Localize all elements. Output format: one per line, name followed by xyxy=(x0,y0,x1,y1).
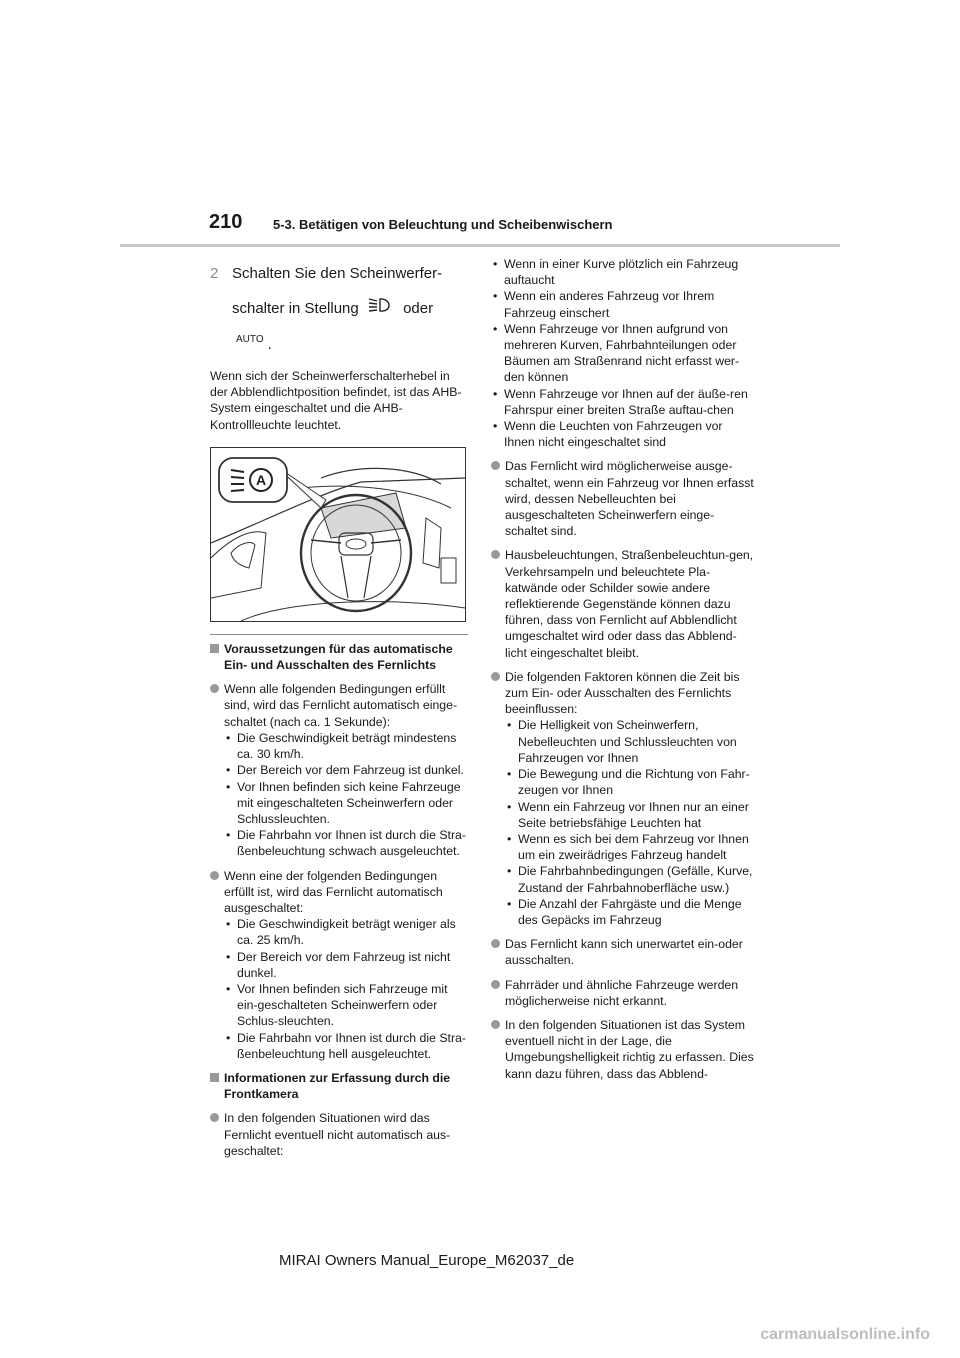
list-item: • Wenn die Leuchten von Fahrzeugen vor Ihnen nicht eingeschaltet sind xyxy=(491,418,756,450)
auto-high-beam-letter: A xyxy=(255,471,267,488)
step-text: Schalten Sie den Scheinwerfer-schalter in Stellung xyxy=(232,265,443,317)
list-item: • Der Bereich vor dem Fahrzeug ist nicht dunkel. xyxy=(224,949,470,981)
bullet-text: Fahrräder und ähnliche Fahrzeuge werden möglicherweise nicht erkannt. xyxy=(505,977,739,1008)
subhead-camera xyxy=(210,1070,470,1102)
square-bullet-icon xyxy=(210,1073,219,1082)
bullet-brightness-detection xyxy=(491,1017,756,1082)
off-conditions-list xyxy=(224,916,470,1062)
list-item: • Die Fahrbahn vor Ihnen ist durch die Stra-ßenbeleuchtung schwach ausgeleuchtet. xyxy=(224,827,470,859)
circle-bullet-icon xyxy=(210,684,219,693)
header-divider xyxy=(120,244,840,247)
bullet-text: Wenn alle folgenden Bedingungen erfüllt sind, wird das Fernlicht automatisch einge-schaltet (nach ca. 1 Sekunde): xyxy=(224,682,458,729)
circle-bullet-icon xyxy=(491,1020,500,1029)
step-2 xyxy=(210,256,470,362)
footer-manual-title: MIRAI Owners Manual_Europe_M62037_de xyxy=(279,1252,575,1269)
dashboard-illustration xyxy=(210,447,466,622)
bullet-text: Hausbeleuchtungen, Straßenbeleuchtun-gen, Verkehrsampeln und beleuchtete Pla-katwände oder Schilder sowie andere reflektierende Gegenstände können dazu führen, dass von Fernlicht auf Abblendlicht umgeschaltet wird oder dass das Abblend-licht eingeschaltet bleibt. xyxy=(505,548,754,660)
intro-paragraph: Wenn sich der Scheinwerferschalterhebel in der Abblendlichtposition befindet, ist das AHB-System eingeschaltet und die AHB-Kontrollleuchte leuchtet. xyxy=(210,369,462,432)
watermark: carmanualsonline.info xyxy=(760,1326,930,1343)
list-item: • Die Helligkeit von Scheinwerfern, Nebelleuchten und Schlussleuchten von Fahrzeugen vor Ihnen xyxy=(505,717,756,766)
list-item: • Wenn Fahrzeuge vor Ihnen aufgrund von mehreren Kurven, Fahrbahnteilungen oder Bäumen am Straßenrand nicht erfasst wer-den können xyxy=(491,321,756,386)
circle-bullet-icon xyxy=(210,1113,219,1122)
bullet-text: In den folgenden Situationen wird das Fernlicht eventuell nicht automatisch aus-geschaltet: xyxy=(224,1111,451,1158)
circle-bullet-icon xyxy=(491,980,500,989)
list-item: • Vor Ihnen befinden sich keine Fahrzeuge mit eingeschalteten Scheinwerfern oder Schlussleuchten. xyxy=(224,779,470,828)
list-item: • Vor Ihnen befinden sich Fahrzeuge mit ein-geschalteten Scheinwerfern oder Schlus-sleuchten. xyxy=(224,981,470,1030)
timing-factors-list xyxy=(505,717,756,928)
section-title: 5-3. Betätigen von Beleuchtung und Scheibenwischern xyxy=(273,217,613,232)
list-item: • Die Bewegung und die Richtung von Fahr-zeugen vor Ihnen xyxy=(505,766,756,798)
headlight-auto-low-icon xyxy=(367,292,395,327)
bullet-bicycles xyxy=(491,977,756,1009)
on-conditions-list xyxy=(224,730,470,860)
bullet-timing-factors xyxy=(491,669,756,928)
right-column xyxy=(491,256,756,1090)
bullet-unexpected xyxy=(491,936,756,968)
circle-bullet-icon xyxy=(210,871,219,880)
page-header xyxy=(0,0,960,250)
list-item: • Wenn ein Fahrzeug vor Ihnen nur an einer Seite betriebsfähige Leuchten hat xyxy=(505,799,756,831)
bullet-not-off-situations xyxy=(210,1110,470,1159)
page-number: 210 xyxy=(209,211,243,233)
step-text-end: . xyxy=(267,335,272,353)
list-item: • Die Geschwindigkeit beträgt mindestens ca. 30 km/h. xyxy=(224,730,470,762)
list-item: • Wenn ein anderes Fahrzeug vor Ihrem Fahrzeug einschert xyxy=(491,288,756,320)
bullet-on-conditions xyxy=(210,681,470,859)
list-item: • Wenn es sich bei dem Fahrzeug vor Ihnen um ein zweirädriges Fahrzeug handelt xyxy=(505,831,756,863)
subhead-conditions-text: Voraussetzungen für das automatische Ein- und Ausschalten des Fernlichts xyxy=(224,641,453,673)
bullet-fog-lights xyxy=(491,458,756,539)
bullet-reflections xyxy=(491,547,756,660)
subhead-conditions xyxy=(210,641,470,673)
step-number: 2 xyxy=(210,265,219,282)
figure-divider xyxy=(210,634,468,635)
steering-wheel-illustration xyxy=(211,448,465,621)
circle-bullet-icon xyxy=(491,461,500,470)
bullet-text: Wenn eine der folgenden Bedingungen erfüllt ist, wird das Fernlicht automatisch ausgeschaltet: xyxy=(224,868,443,915)
list-item: • Die Anzahl der Fahrgäste und die Menge des Gepäcks im Fahrzeug xyxy=(505,896,756,928)
left-column xyxy=(210,256,470,1167)
circle-bullet-icon xyxy=(491,672,500,681)
subhead-camera-text: Informationen zur Erfassung durch die Frontkamera xyxy=(224,1070,451,1102)
list-item: • Wenn in einer Kurve plötzlich ein Fahrzeug auftaucht xyxy=(491,256,756,288)
step-text-or: oder xyxy=(403,300,434,317)
square-bullet-icon xyxy=(210,644,219,653)
list-item: • Die Geschwindigkeit beträgt weniger als ca. 25 km/h. xyxy=(224,916,470,948)
bullet-text: In den folgenden Situationen ist das System eventuell nicht in der Lage, die Umgebungshelligkeit richtig zu erfassen. Dies kann dazu führen, dass das Abblend- xyxy=(505,1017,754,1081)
circle-bullet-icon xyxy=(491,550,500,559)
list-item: • Der Bereich vor dem Fahrzeug ist dunkel. xyxy=(224,762,470,778)
situations-list xyxy=(491,256,756,450)
auto-icon xyxy=(236,322,264,357)
bullet-off-conditions xyxy=(210,868,470,1062)
circle-bullet-icon xyxy=(491,939,500,948)
bullet-text: Die folgenden Faktoren können die Zeit bis zum Ein- oder Ausschalten des Fernlichts beeinflussen: xyxy=(505,669,740,717)
bullet-text: Das Fernlicht wird möglicherweise ausge-schaltet, wenn ein Fahrzeug vor Ihnen erfasst wird, dessen Nebelleuchten bei ausgeschalteten Scheinwerfern einge-schaltet sind. xyxy=(505,459,754,539)
auto-icon-label: AUTO xyxy=(236,334,264,346)
list-item: • Die Fahrbahnbedingungen (Gefälle, Kurve, Zustand der Fahrbahnoberfläche usw.) xyxy=(505,863,756,895)
bullet-text: Das Fernlicht kann sich unerwartet ein-oder ausschalten. xyxy=(505,937,743,968)
list-item: • Die Fahrbahn vor Ihnen ist durch die Stra-ßenbeleuchtung hell ausgeleuchtet. xyxy=(224,1030,470,1062)
list-item: • Wenn Fahrzeuge vor Ihnen auf der äuße-ren Fahrspur einer breiten Straße auftau-chen xyxy=(491,386,756,418)
